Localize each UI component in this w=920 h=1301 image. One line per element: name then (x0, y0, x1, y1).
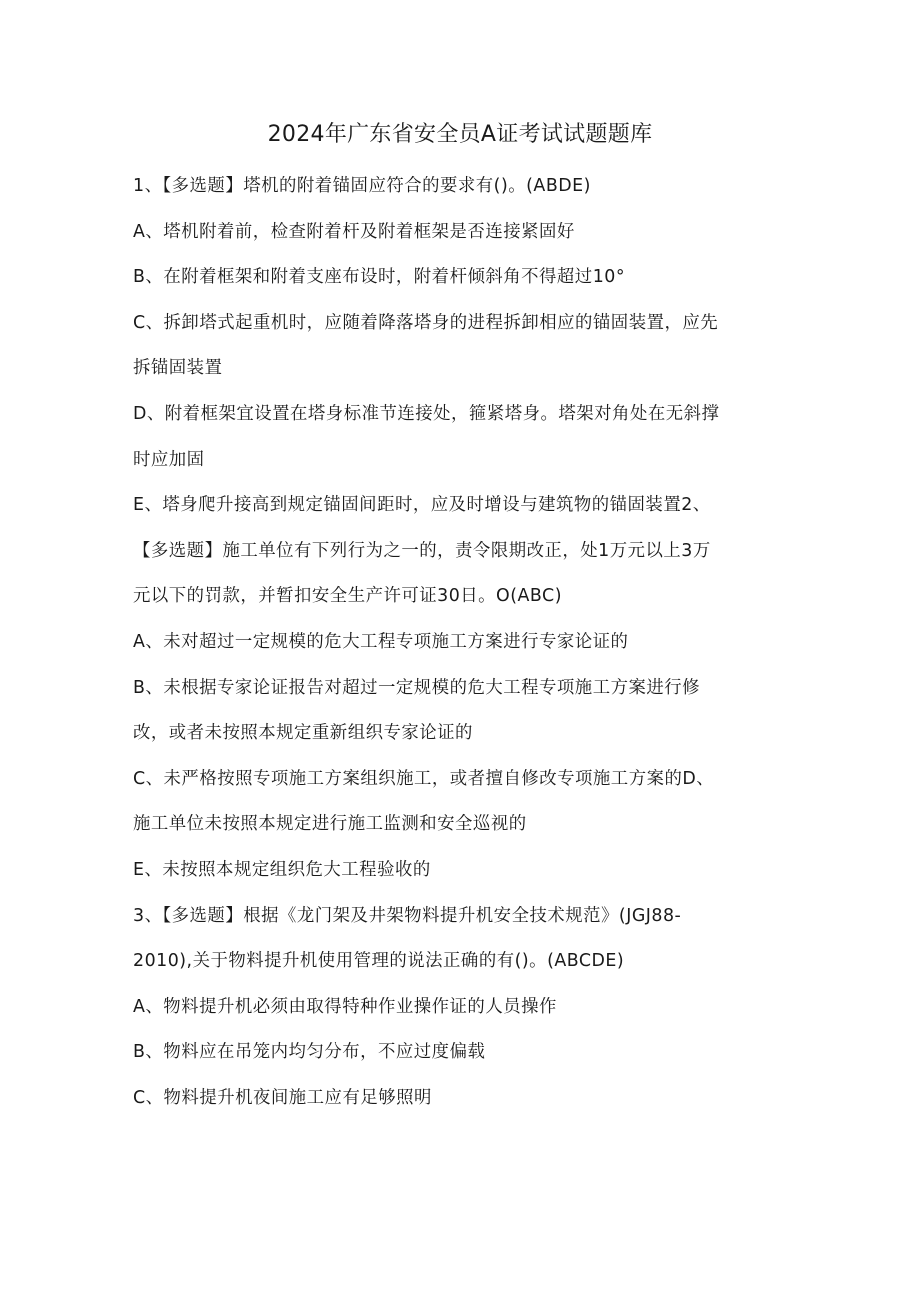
text-line: C、未严格按照专项施工方案组织施工，或者擅自修改专项施工方案的D、 (133, 768, 715, 789)
text-line: A、塔机附着前，检查附着杆及附着框架是否连接紧固好 (133, 221, 575, 242)
text-line: C、物料提升机夜间施工应有足够照明 (133, 1087, 432, 1108)
text-line: A、物料提升机必须由取得特种作业操作证的人员操作 (133, 996, 557, 1017)
text-line: 【多选题】施工单位有下列行为之一的，责令限期改正，处1万元以上3万 (133, 540, 711, 561)
text-line: B、在附着框架和附着支座布设时，附着杆倾斜角不得超过10° (133, 267, 626, 288)
text-line: C、拆卸塔式起重机时，应随着降落塔身的进程拆卸相应的锚固装置，应先 (133, 312, 719, 333)
text-line: 拆锚固装置 (133, 358, 223, 379)
text-line: D、附着框架宜设置在塔身标准节连接处，箍紧塔身。塔架对角处在无斜撑 (133, 403, 720, 424)
text-line: 3、【多选题】根据《龙门架及井架物料提升机安全技术规范》(JGJ88- (133, 905, 682, 926)
document-body (133, 169, 798, 1126)
text-line: 施工单位未按照本规定进行施工监测和安全巡视的 (133, 814, 527, 835)
text-line: 2010),关于物料提升机使用管理的说法正确的有()。(ABCDE) (133, 951, 625, 972)
document-title: 2024年广东省安全员A证考试试题题库 (267, 122, 653, 147)
text-line: 时应加固 (133, 449, 205, 470)
text-line: E、未按照本规定组织危大工程验收的 (133, 859, 431, 880)
text-line: A、未对超过一定规模的危大工程专项施工方案进行专家论证的 (133, 631, 629, 652)
text-line: B、物料应在吊笼内均匀分布，不应过度偏载 (133, 1042, 486, 1063)
text-line: E、塔身爬升接高到规定锚固间距时，应及时增设与建筑物的锚固装置2、 (133, 495, 711, 516)
text-line: 改，或者未按照本规定重新组织专家论证的 (133, 723, 473, 744)
text-line: B、未根据专家论证报告对超过一定规模的危大工程专项施工方案进行修 (133, 677, 701, 698)
text-line: 1、【多选题】塔机的附着锚固应符合的要求有()。(ABDE) (133, 176, 591, 196)
text-line: 元以下的罚款，并暂扣安全生产许可证30日。O(ABC) (133, 586, 562, 607)
